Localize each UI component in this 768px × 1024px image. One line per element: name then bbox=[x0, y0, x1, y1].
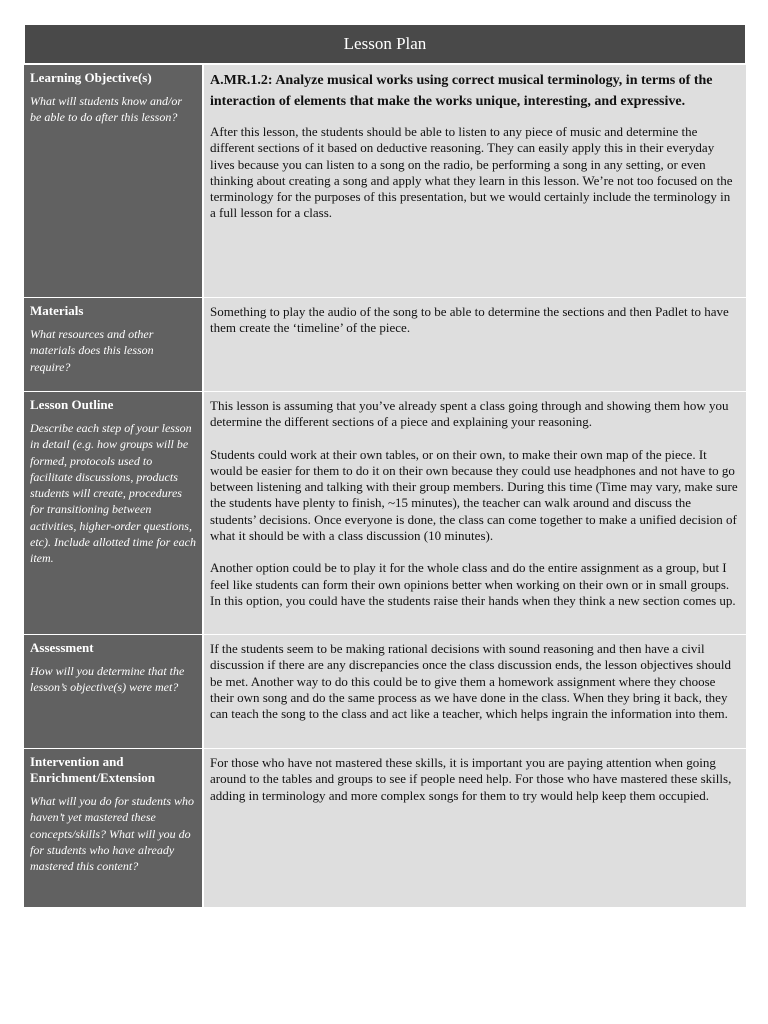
row-lesson-outline bbox=[24, 391, 746, 634]
row-prompt: What will you do for students who haven’t yet mastered these concepts/skills? What will you do for students who have already mastered this content? bbox=[30, 794, 195, 874]
row-learning-objectives bbox=[24, 64, 746, 297]
page-title: Lesson Plan bbox=[24, 24, 746, 64]
row-label: Learning Objective(s) bbox=[30, 70, 152, 85]
row-intervention-enrichment bbox=[24, 748, 746, 907]
row-label-cell bbox=[24, 65, 204, 297]
row-content-cell bbox=[204, 65, 746, 297]
row-prompt: What resources and other materials does this lesson require? bbox=[30, 327, 154, 374]
objective-standard: A.MR.1.2: Analyze musical works using correct musical terminology, in terms of the interaction of elements that make the works unique, interesting, and expressive. bbox=[210, 73, 713, 109]
lesson-plan-table bbox=[24, 24, 746, 907]
content-paragraph: Something to play the audio of the song to be able to determine the sections and then Padlet to have them create the ‘timeline’ of the piece. bbox=[210, 304, 729, 336]
row-prompt: What will students know and/or be able to do after this lesson? bbox=[30, 94, 183, 125]
row-label: Assessment bbox=[30, 640, 94, 655]
row-label-cell bbox=[24, 298, 204, 391]
row-materials bbox=[24, 297, 746, 391]
row-content-cell bbox=[204, 298, 746, 391]
row-assessment bbox=[24, 634, 746, 748]
row-label-cell bbox=[24, 392, 204, 634]
row-content-cell bbox=[204, 635, 746, 748]
row-label: Lesson Outline bbox=[30, 397, 114, 412]
content-paragraph: After this lesson, the students should be able to listen to any piece of music and determine the different sections of it based on deductive reasoning. They can easily apply this in their everyday lives because you can listen to a song on the radio, be performing a song in any setting, or even thinking about creating a song and apply what they learn in this lesson. We’re not too focused on the terminology for the purposes of this presentation, but we would certainly include the terminology in a full lesson for a class. bbox=[210, 124, 733, 221]
row-label: Intervention and Enrichment/Extension bbox=[30, 754, 155, 785]
content-paragraph: For those who have not mastered these skills, it is important you are paying attention when going around to the tables and groups to see if people need help. For those who have mastered these skills, adding in terminology and more complex songs for them to try would help keep them occupied. bbox=[210, 755, 732, 803]
row-label-cell bbox=[24, 635, 204, 748]
row-prompt: Describe each step of your lesson in detail (e.g. how groups will be formed, protocols used to facilitate discussions, products students will create, procedures for transitioning between activities, higher-order questions, etc). Include allotted time for each item. bbox=[30, 421, 196, 566]
row-prompt: How will you determine that the lesson’s objective(s) were met? bbox=[30, 664, 185, 695]
content-paragraph: Students could work at their own tables, or on their own, to make their own map of the piece. It would be easier for them to do it on their own because they could use headphones and not have to go between listening and talking with their group members. During this time (Time may vary, make sure the students have plenty to finish, ~15 minutes), the teacher can walk around and discuss the students’ decisions. Once everyone is done, the class can come together to make a unified decision of what it should be with a class discussion (10 minutes). bbox=[210, 446, 738, 544]
content-paragraph: This lesson is assuming that you’ve already spent a class going through and showing them how you determine the different sections of a piece and explaining your reasoning. bbox=[210, 398, 729, 430]
content-paragraph: Another option could be to play it for the whole class and do the entire assignment as a group, but I feel like students can form their own opinions better when working on their own or in small groups. In this option, you could have the students raise their hands when they think a new section comes up. bbox=[210, 560, 736, 608]
row-content-cell bbox=[204, 392, 746, 634]
row-label-cell bbox=[24, 749, 204, 907]
row-label: Materials bbox=[30, 303, 84, 318]
row-content-cell bbox=[204, 749, 746, 907]
content-paragraph: If the students seem to be making rational decisions with sound reasoning and then have a civil discussion if there are any discrepancies once the class discussion ends, the lesson objectives should be met. Another way to do this could be to give them a homework assignment where they choose their own song and do the same process as we have done in the class. When they bring it back, they can teach the song to the class and act like a teacher, which helps ingrain the information into them. bbox=[210, 641, 731, 722]
